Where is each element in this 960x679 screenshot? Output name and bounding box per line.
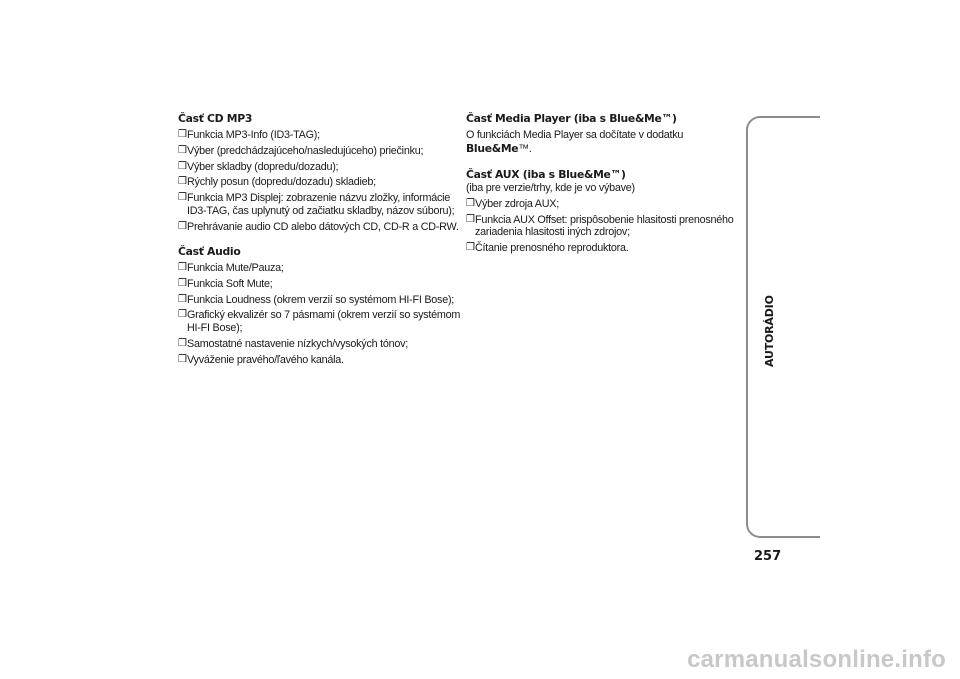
list-item: ❒ Funkcia AUX Offset: prispôsobenie hlasitosti prenosného zariadenia hlasitosti iných zdrojov; bbox=[466, 213, 734, 239]
checkbox-bullet-icon: ❒ bbox=[466, 213, 475, 225]
list-item: ❒ Vyváženie pravého/ľavého kanála. bbox=[178, 353, 344, 366]
list-item: ❒ Funkcia Soft Mute; bbox=[178, 277, 273, 290]
checkbox-bullet-icon: ❒ bbox=[178, 293, 187, 305]
list-item: ❒ Funkcia MP3 Displej: zobrazenie názvu zložky, informácie ID3-TAG, čas uplynutý od začiatku skladby, názov súboru); bbox=[178, 192, 455, 217]
list-item: ❒ Čítanie prenosného reproduktora. bbox=[466, 242, 629, 255]
list-item: ❒ Výber zdroja AUX; bbox=[466, 198, 559, 210]
section-aux bbox=[466, 168, 736, 255]
list-item: ❒ Samostatné nastavenie nízkych/vysokých tónov; bbox=[178, 337, 409, 350]
supplement-reference: Blue&Me bbox=[466, 142, 519, 155]
checkbox-bullet-icon: ❒ bbox=[178, 192, 187, 204]
section-heading: Časť AUX (iba s Blue&Me™) bbox=[466, 168, 626, 181]
section-audio bbox=[178, 245, 463, 366]
checkbox-bullet-icon: ❒ bbox=[178, 262, 187, 274]
list-item: ❒ Grafický ekvalizér so 7 pásmami (okrem verzií so systémom HI-FI Bose); bbox=[178, 309, 461, 335]
checkbox-bullet-icon: ❒ bbox=[178, 277, 187, 289]
list-item: ❒ Výber skladby (dopredu/dozadu); bbox=[178, 160, 339, 173]
checkbox-bullet-icon: ❒ bbox=[466, 242, 475, 254]
list-item: ❒ Funkcia Loudness (okrem verzií so systémom HI-FI Bose); bbox=[178, 293, 455, 306]
checkbox-bullet-icon: ❒ bbox=[178, 309, 187, 321]
list-item: ❒ Funkcia MP3-Info (ID3-TAG); bbox=[178, 129, 320, 141]
section-note: (iba pre verzie/trhy, kde je vo výbave) bbox=[466, 182, 635, 194]
checkbox-bullet-icon: ❒ bbox=[178, 337, 187, 349]
section-cd-mp3 bbox=[178, 112, 463, 233]
left-column bbox=[178, 112, 463, 378]
chapter-tab-label: AUTORÁDIO bbox=[763, 295, 776, 367]
page-number: 257 bbox=[754, 549, 782, 564]
section-heading: Časť Media Player (iba s Blue&Me™) bbox=[466, 112, 677, 125]
section-media-player bbox=[466, 112, 736, 156]
checkbox-bullet-icon: ❒ bbox=[466, 198, 475, 209]
chapter-tab-frame bbox=[746, 116, 820, 538]
list-item: ❒ Výber (predchádzajúceho/nasledujúceho) priečinku; bbox=[178, 144, 424, 157]
checkbox-bullet-icon: ❒ bbox=[178, 129, 187, 140]
paragraph: O funkciách Media Player sa dočítate v dodatku Blue&Me™. bbox=[466, 129, 684, 155]
checkbox-bullet-icon: ❒ bbox=[178, 144, 187, 156]
section-heading: Časť CD MP3 bbox=[178, 112, 253, 125]
checkbox-bullet-icon: ❒ bbox=[178, 176, 187, 188]
checkbox-bullet-icon: ❒ bbox=[178, 220, 187, 232]
right-column bbox=[466, 112, 736, 267]
section-heading: Časť Audio bbox=[178, 245, 241, 259]
watermark: carmanualsonline.info bbox=[687, 646, 946, 673]
list-item: ❒ Prehrávanie audio CD alebo dátových CD, CD-R a CD-RW. bbox=[178, 220, 459, 233]
list-item: ❒ Funkcia Mute/Pauza; bbox=[178, 262, 284, 275]
checkbox-bullet-icon: ❒ bbox=[178, 353, 187, 365]
list-item: ❒ Rýchly posun (dopredu/dozadu) skladieb; bbox=[178, 176, 376, 189]
checkbox-bullet-icon: ❒ bbox=[178, 160, 187, 172]
